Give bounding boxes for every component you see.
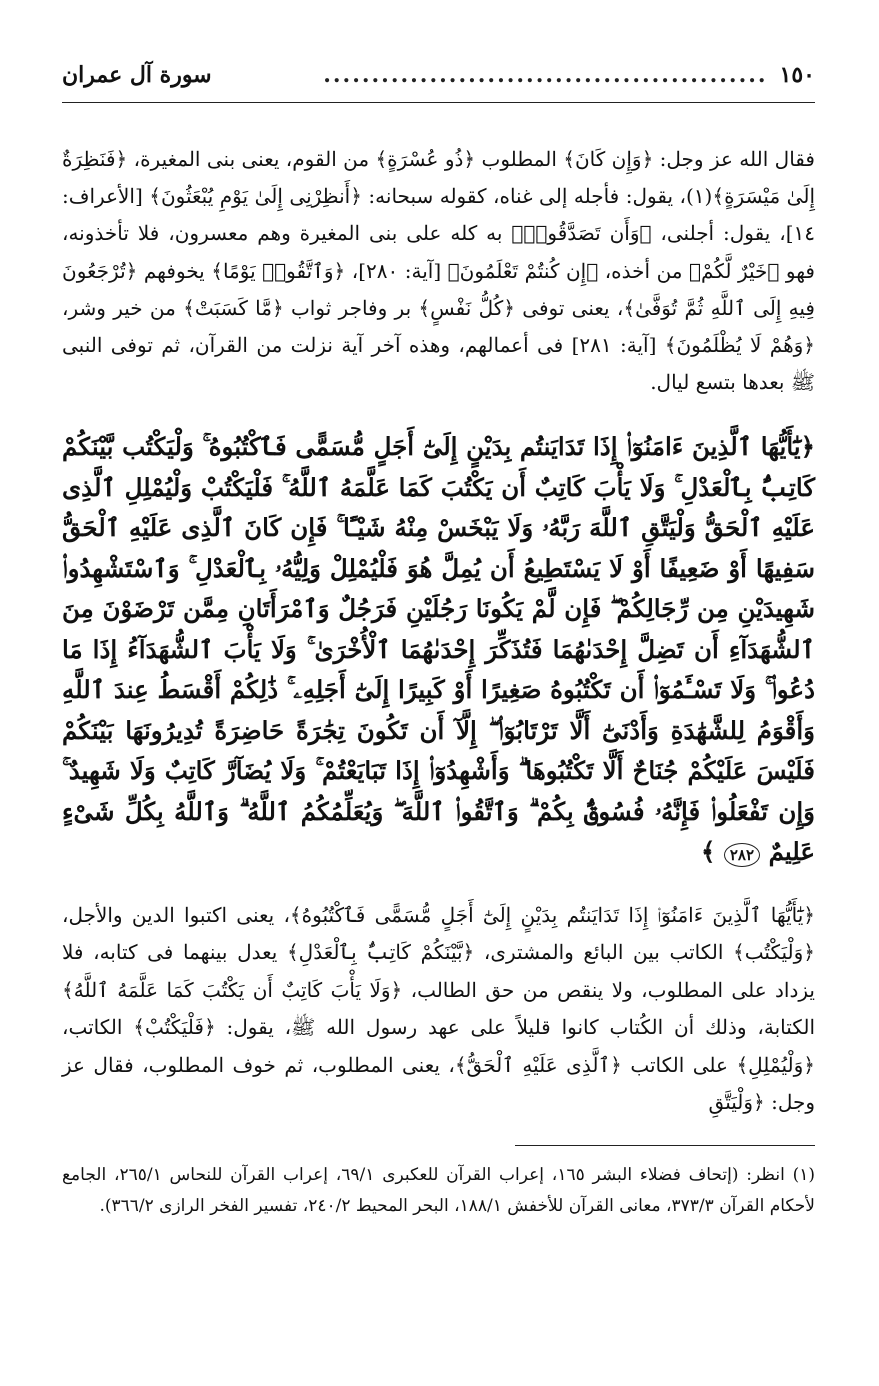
surah-title: سورة آل عمران: [62, 62, 212, 88]
page-number: ١٥٠: [779, 62, 815, 88]
commentary-paragraph-2: ﴿يَٰٓأَيُّهَا ٱلَّذِينَ ءَامَنُوٓا۟ إِذَا تَدَايَنتُم بِدَيْنٍ إِلَىٰٓ أَجَلٍ مُّسَمًّى فَٱكْتُبُوهُ﴾، يعنى اكتبوا الدين والأجل، ﴿وَلْيَكْتُب﴾ الكاتب بين البائع والمشترى، ﴿بَّيْنَكُمْ كَاتِبٌۢ بِٱلْعَدْلِ﴾ يعدل بينهما فى كتابه، فلا يزداد على المطلوب، ولا ينقص من حق الطالب، ﴿وَلَا يَأْبَ كَاتِبٌ أَن يَكْتُبَ كَمَا عَلَّمَهُ ٱللَّهُ﴾ الكتابة، وذلك أن الكُتاب كانوا قليلاً على عهد رسول الله ﷺ، يقول: ﴿فَلْيَكْتُبْ﴾ الكاتب، ﴿وَلْيُمْلِلِ﴾ على الكاتب ﴿ٱلَّذِى عَلَيْهِ ٱلْحَقُّ﴾، يعنى المطلوب، ثم خوف المطلوب، فقال عز وجل: ﴿وَلْيَتَّقِ: [62, 902, 815, 1114]
footnote: (١) انظر: (إتحاف فضلاء البشر ١٦٥، إعراب القرآن للعكبرى ٦٩/١، إعراب القرآن للنحاس ٢٦٥/١، الجامع لأحكام القرآن ٣٧٣/٣، معانى القرآن للأخفش ١٨٨/١، البحر المحيط ٢٤٠/٢، تفسير الفخر الرازى ٣٦٦/٢).: [62, 1165, 815, 1217]
verse-close-bracket: ﴾: [700, 837, 716, 867]
footnote-separator: [515, 1145, 815, 1146]
page-header: [62, 62, 815, 103]
verse-text: ﴿يَٰٓأَيُّهَا ٱلَّذِينَ ءَامَنُوٓا۟ إِذَا تَدَايَنتُم بِدَيْنٍ إِلَىٰٓ أَجَلٍ مُّسَمًّى فَٱكْتُبُوهُ ۚ وَلْيَكْتُب بَّيْنَكُمْ كَاتِبٌۢ بِٱلْعَدْلِ ۚ وَلَا يَأْبَ كَاتِبٌ أَن يَكْتُبَ كَمَا عَلَّمَهُ ٱللَّهُ ۚ فَلْيَكْتُبْ وَلْيُمْلِلِ ٱلَّذِى عَلَيْهِ ٱلْحَقُّ وَلْيَتَّقِ ٱللَّهَ رَبَّهُۥ وَلَا يَبْخَسْ مِنْهُ شَيْـًٔا ۚ فَإِن كَانَ ٱلَّذِى عَلَيْهِ ٱلْحَقُّ سَفِيهًا أَوْ ضَعِيفًا أَوْ لَا يَسْتَطِيعُ أَن يُمِلَّ هُوَ فَلْيُمْلِلْ وَلِيُّهُۥ بِٱلْعَدْلِ ۚ وَٱسْتَشْهِدُوا۟ شَهِيدَيْنِ مِن رِّجَالِكُمْ ۖ فَإِن لَّمْ يَكُونَا رَجُلَيْنِ فَرَجُلٌ وَٱمْرَأَتَانِ مِمَّن تَرْضَوْنَ مِنَ ٱلشُّهَدَآءِ أَن تَضِلَّ إِحْدَىٰهُمَا فَتُذَكِّرَ إِحْدَىٰهُمَا ٱلْأُخْرَىٰ ۚ وَلَا يَأْبَ ٱلشُّهَدَآءُ إِذَا مَا دُعُوا۟ ۚ وَلَا تَسْـَٔمُوٓا۟ أَن تَكْتُبُوهُ صَغِيرًا أَوْ كَبِيرًا إِلَىٰٓ أَجَلِهِۦ ۚ ذَٰلِكُمْ أَقْسَطُ عِندَ ٱللَّهِ وَأَقْوَمُ لِلشَّهَٰدَةِ وَأَدْنَىٰٓ أَلَّا تَرْتَابُوٓا۟ ۖ إِلَّآ أَن تَكُونَ تِجَٰرَةً حَاضِرَةً تُدِيرُونَهَا بَيْنَكُمْ فَلَيْسَ عَلَيْكُمْ جُنَاحٌ أَلَّا تَكْتُبُوهَا ۗ وَأَشْهِدُوٓا۟ إِذَا تَبَايَعْتُمْ ۚ وَلَا يُضَآرَّ كَاتِبٌ وَلَا شَهِيدٌ ۚ وَإِن تَفْعَلُوا۟ فَإِنَّهُۥ فُسُوقٌۢ بِكُمْ ۗ وَٱتَّقُوا۟ ٱللَّهَ ۖ وَيُعَلِّمُكُمُ ٱللَّهُ ۗ وَٱللَّهُ بِكُلِّ شَىْءٍ عَلِيمٌ: [62, 432, 815, 867]
commentary-paragraph-1: فقال الله عز وجل: ﴿وَإِن كَانَ﴾ المطلوب ﴿ذُو عُسْرَةٍ﴾ من القوم، يعنى بنى المغيرة، ﴿فَنَظِرَةٌ إِلَىٰ مَيْسَرَةٍ﴾(١)، يقول: فأجله إلى غناه، كقوله سبحانه: ﴿أَنظِرْنِى إِلَىٰ يَوْمِ يُبْعَثُونَ﴾ [الأعراف: ١٤]، يقول: أجلنى، ﴿وَأَن تَصَدَّقُوا۟﴾ به كله على بنى المغيرة وهم معسرون، فلا تأخذونه، فهو ﴿خَيْرٌ لَّكُمْ﴾ من أخذه، ﴿إِن كُنتُمْ تَعْلَمُونَ﴾ [آية: ٢٨٠]، ﴿وَٱتَّقُوا۟ يَوْمًا﴾ يخوفهم ﴿تُرْجَعُونَ فِيهِ إِلَى ٱللَّهِ ثُمَّ تُوَفَّىٰ﴾، يعنى توفى ﴿كُلُّ نَفْسٍ﴾ بر وفاجر ثواب ﴿مَّا كَسَبَتْ﴾ من خير وشر، ﴿وَهُمْ لَا يُظْلَمُونَ﴾ [آية: ٢٨١] فى أعمالهم، وهذه آخر آية نزلت من القرآن، ثم توفى النبى ﷺ بعدها بتسع ليال.: [62, 147, 815, 395]
quran-verse-block: [62, 427, 815, 873]
verse-number-marker: ٢٨٢: [724, 843, 760, 867]
header-dots: ..............................................: [323, 62, 768, 88]
